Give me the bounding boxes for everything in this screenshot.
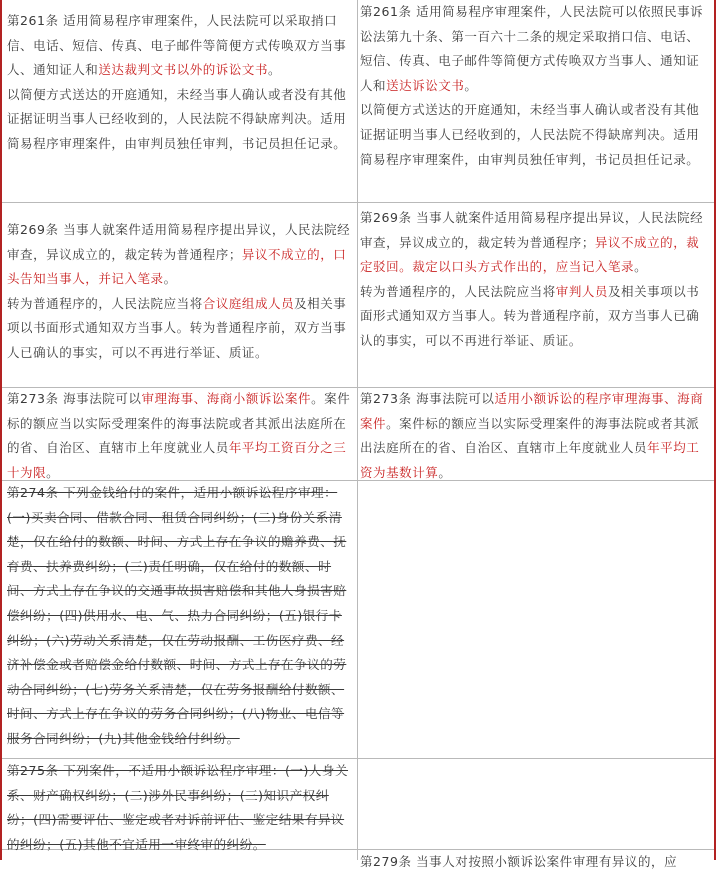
new-article-269-para1: 第269条 当事人就案件适用简易程序提出异议，人民法院经审查，异议成立的，裁定转为普通程序；异议不成立的，裁定驳回。裁定以口头方式作出的，应当记入笔录。 bbox=[360, 210, 704, 275]
old-article-274-deleted bbox=[2, 481, 357, 752]
old-article-275-deleted bbox=[2, 759, 357, 857]
new-article-269-para2: 转为普通程序的，人民法院应当将审判人员及相关事项以书面形式通知双方当事人。转为普通程序前，双方当事人已确认的事实，可以不再进行举证、质证。 bbox=[360, 283, 700, 348]
new-article-279 bbox=[358, 850, 714, 875]
new-article-261 bbox=[358, 0, 714, 172]
new-article-261-para1: 第261条 适用简易程序审理案件，人民法院可以依照民事诉讼法第九十条、第一百六十二条的规定采取捎口信、电话、短信、传真、电子邮件等简便方式传唤双方当事人、通知证人和送达诉讼文书。 bbox=[360, 4, 704, 93]
new-article-279-para1: 第279条 当事人对按照小额诉讼案件审理有异议的，应 bbox=[360, 854, 678, 869]
old-article-269 bbox=[2, 218, 357, 366]
new-article-269 bbox=[358, 206, 714, 354]
old-article-269-para2: 转为普通程序的，人民法院应当将合议庭组成人员及相关事项以书面形式通知双方当事人。转为普通程序前，双方当事人已确认的事实，可以不再进行举证、质证。 bbox=[7, 295, 347, 360]
new-article-261-para2: 以简便方式送达的开庭通知，未经当事人确认或者没有其他证据证明当事人已经收到的，人民法院不得缺席判决。适用简易程序审理案件，由审判员独任审判，书记员担任记录。 bbox=[360, 102, 700, 167]
old-article-261 bbox=[2, 9, 357, 157]
old-article-261-para1: 第261条 适用简易程序审理案件，人民法院可以采取捎口信、电话、短信、传真、电子邮件等简便方式传唤双方当事人、通知证人和送达裁判文书以外的诉讼文书。 bbox=[7, 13, 347, 78]
old-article-269-para1: 第269条 当事人就案件适用简易程序提出异议，人民法院经审查，异议成立的，裁定转为普通程序；异议不成立的，口头告知当事人，并记入笔录。 bbox=[7, 222, 351, 287]
old-article-261-para2: 以简便方式送达的开庭通知，未经当事人确认或者没有其他证据证明当事人已经收到的，人民法院不得缺席判决。适用简易程序审理案件，由审判员独任审判，书记员担任记录。 bbox=[7, 86, 347, 151]
old-article-274-para1: 第274条 下列金钱给付的案件，适用小额诉讼程序审理：(一)买卖合同、借款合同、租赁合同纠纷；(二)身份关系清楚，仅在给付的数额、时间、方式上存在争议的赡养费、抚育费、扶养费纠纷；(三)责任明确，仅在给付的数额、时间、方式上存在争议的交通事故损害赔偿和其他人身损害赔偿纠纷；(四)供用水、电、气、热力合同纠纷；(五)银行卡纠纷；(六)劳动关系清楚，仅在劳动报酬、工伤医疗费、经济补偿金或者赔偿金给付数额、时间、方式上存在争议的劳动合同纠纷；(七)劳务关系清楚，仅在劳务报酬给付数额、时间、方式上存在争议的劳务合同纠纷；(八)物业、电信等服务合同纠纷；(九)其他金钱给付纠纷。 bbox=[7, 485, 347, 746]
new-article-273 bbox=[358, 387, 714, 485]
new-article-273-para1: 第273条 海事法院可以适用小额诉讼的程序审理海事、海商案件。案件标的额应当以实际受理案件的海事法院或者其派出法庭所在的省、自治区、直辖市上年度就业人员年平均工资为基数计算。 bbox=[360, 391, 704, 480]
old-article-273-para1: 第273条 海事法院可以审理海事、海商小额诉讼案件。案件标的额应当以实际受理案件的海事法院或者其派出法庭所在的省、自治区、直辖市上年度就业人员年平均工资百分之三十为限。 bbox=[7, 391, 351, 480]
row-divider bbox=[2, 202, 714, 203]
old-article-275-para1: 第275条 下列案件，不适用小额诉讼程序审理：(一)人身关系、财产确权纠纷；(二)涉外民事纠纷；(三)知识产权纠纷；(四)需要评估、鉴定或者对诉前评估、鉴定结果有异议的纠纷；(五)其他不宜适用一审终审的纠纷。 bbox=[7, 763, 349, 852]
table-right-border bbox=[714, 0, 716, 860]
old-article-273 bbox=[2, 387, 357, 485]
